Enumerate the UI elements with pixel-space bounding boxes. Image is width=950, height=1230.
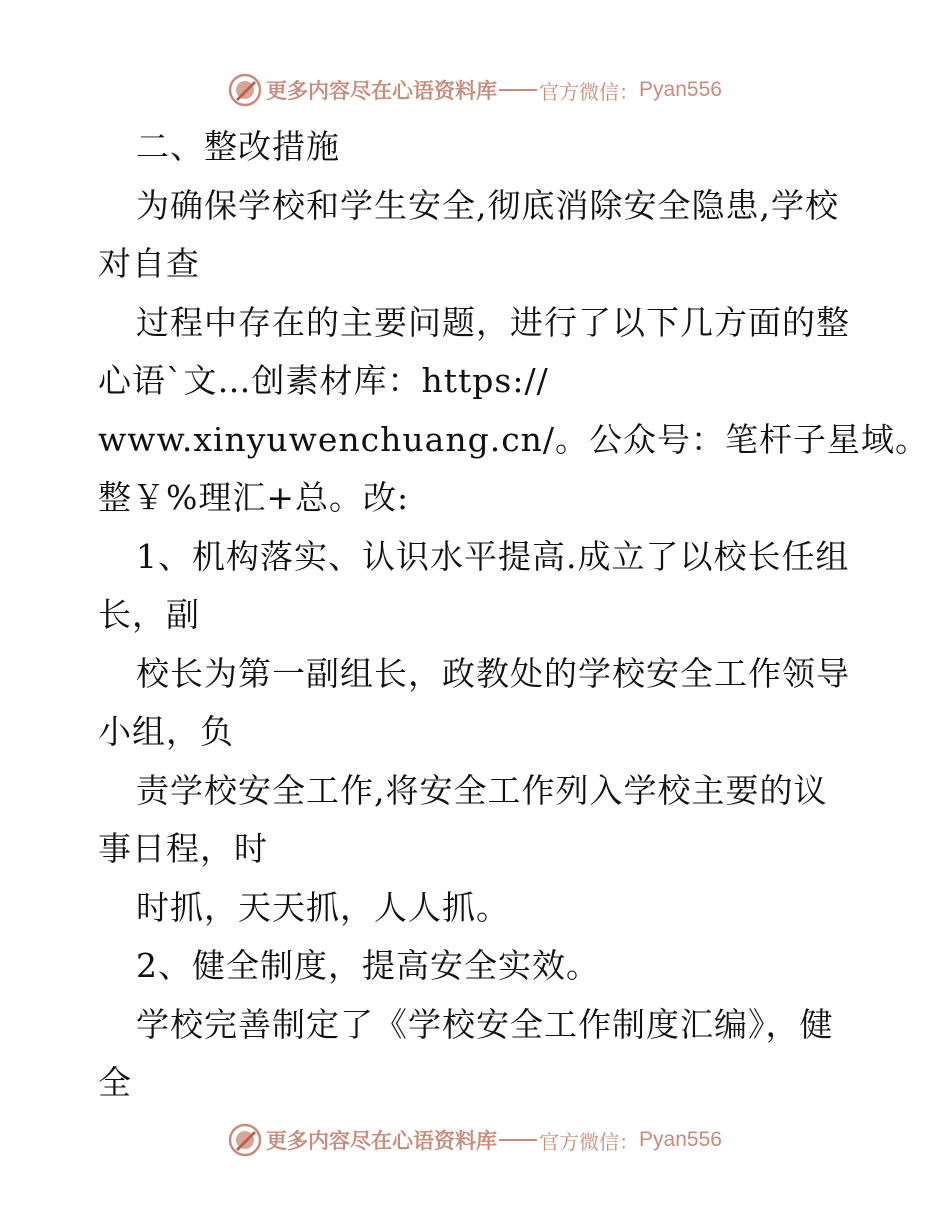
paragraph-line: www.xinyuwenchuang.cn/。公众号：笔杆子星域。 — [98, 419, 930, 459]
paragraph-line: 校长为第一副组长，政教处的学校安全工作领导 — [136, 653, 850, 693]
section-heading: 二、整改措施 — [136, 127, 340, 166]
footer-banner — [0, 1120, 950, 1160]
paragraph-line: 过程中存在的主要问题，进行了以下几方面的整 — [136, 302, 850, 342]
paragraph-line: 小组，负 — [98, 712, 234, 751]
paragraph-line: 全 — [98, 1063, 132, 1102]
paragraph-line: 时抓，天天抓，人人抓。 — [136, 887, 510, 927]
header-banner-text: 更多内容尽在心语资料库 — [266, 78, 498, 103]
footer-wechat-label: 官方微信： — [539, 1129, 640, 1154]
paragraph-line: 2、健全制度，提高安全实效。 — [136, 946, 600, 985]
paragraph-line: 对自查 — [98, 244, 200, 283]
paragraph-line: 整￥%理汇+总。改: — [98, 478, 410, 517]
header-dash — [499, 89, 537, 91]
paragraph-line: 责学校安全工作,将安全工作列入学校主要的议 — [136, 770, 828, 810]
header-wechat-label: 官方微信： — [539, 79, 640, 104]
header-banner — [0, 70, 950, 110]
footer-banner-text: 更多内容尽在心语资料库 — [266, 1128, 498, 1153]
paragraph-line: 为确保学校和学生安全,彻底消除安全隐患,学校 — [136, 185, 839, 225]
paragraph-line: 长，副 — [98, 595, 200, 634]
footer-dash — [499, 1139, 537, 1141]
header-wechat-id: Pyan556 — [639, 78, 722, 101]
document-body — [98, 118, 930, 1113]
paragraph-line: 1、机构落实、认识水平提高.成立了以校长任组 — [136, 536, 850, 576]
paragraph-line: 事日程，时 — [98, 829, 268, 868]
footer-wechat-id: Pyan556 — [639, 1128, 722, 1151]
logo-icon — [228, 1123, 262, 1157]
paragraph-line: 学校完善制定了《学校安全工作制度汇编》，健 — [136, 1004, 834, 1044]
logo-icon — [228, 73, 262, 107]
paragraph-line: 心语`文…创素材库：https:// — [98, 361, 549, 400]
